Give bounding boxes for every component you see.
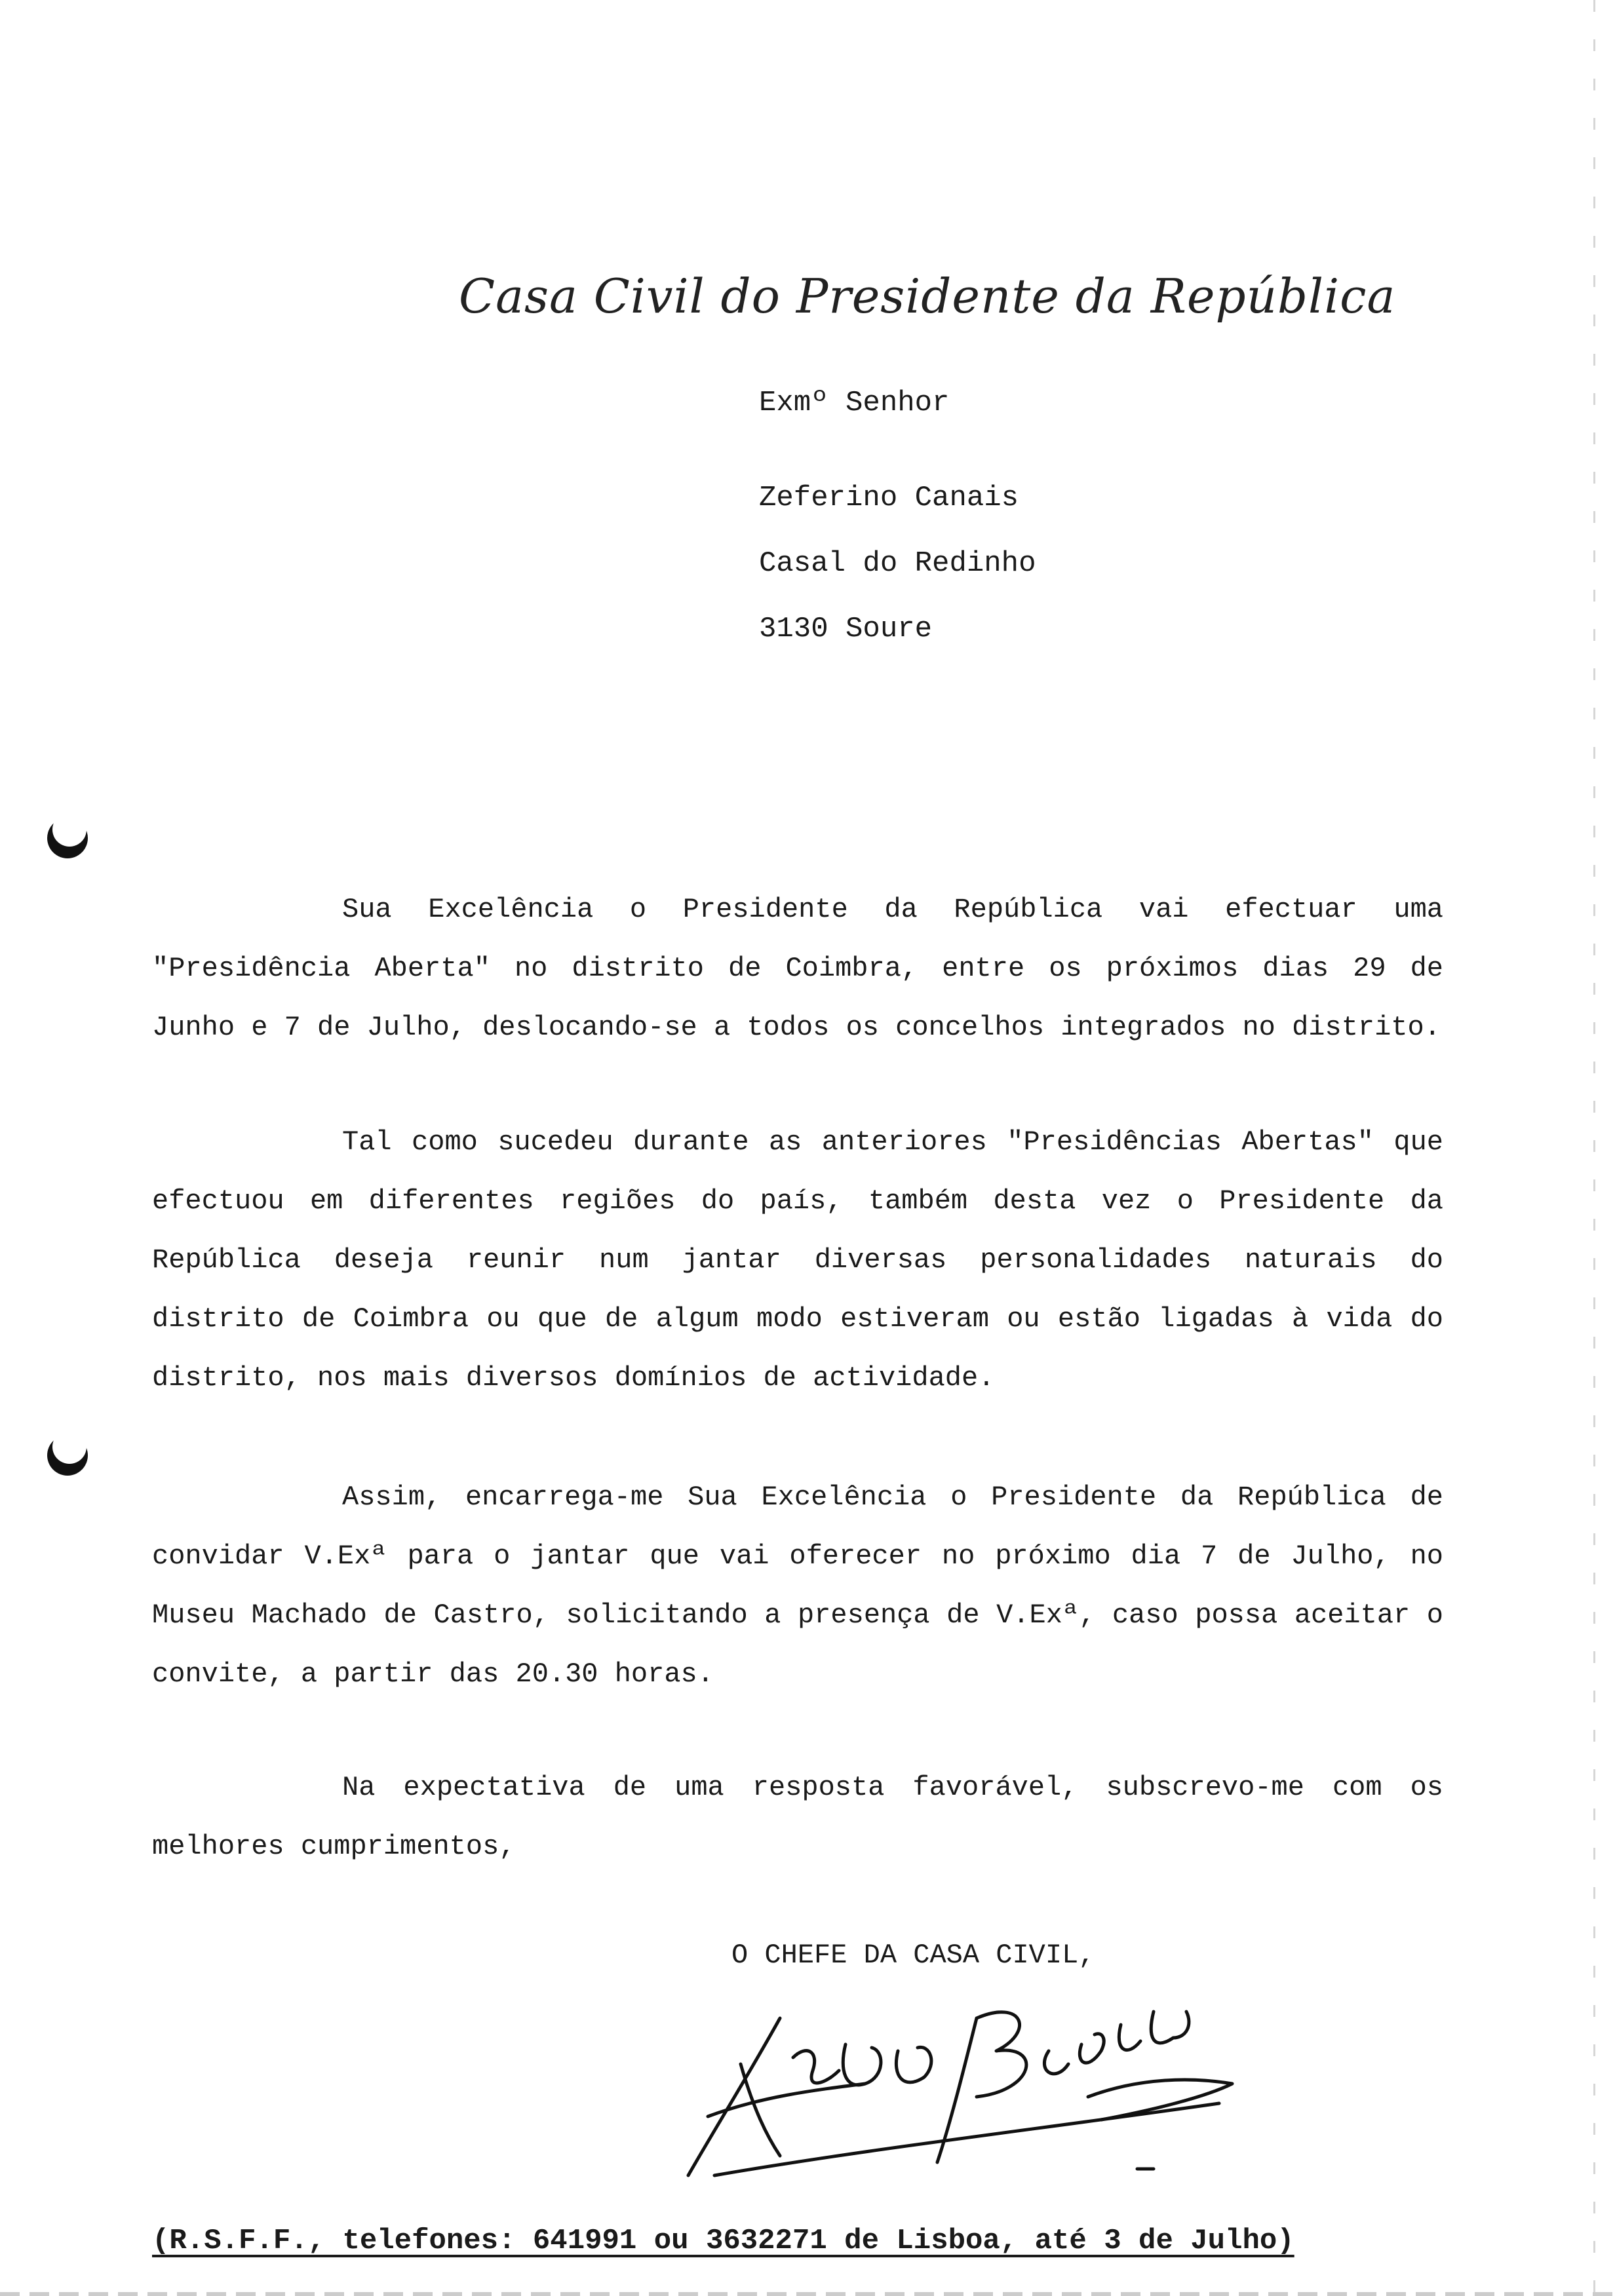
paragraph-3: Assim, encarrega-me Sua Excelência o Presidente da República de convidar V.Exª para o jantar que vai oferecer no próximo dia 7 de Julho, no Museu Machado de Castro, solicitando a presença de V.Exª, caso possa aceitar o convite, a partir das 20.30 horas. [152,1482,1443,1690]
paragraph-4: Na expectativa de uma resposta favorável, subscrevo-me com os melhores cumprimentos, [152,1772,1443,1862]
punch-hole-top [47,818,88,858]
salutation: Exmº Senhor [759,387,950,419]
recipient-city: 3130 Soure [759,613,933,645]
closing-title: O CHEFE DA CASA CIVIL, [731,1940,1095,1971]
paragraph-2: Tal como sucedeu durante as anteriores "Presidências Abertas" que efectuou em diferentes regiões do país, também desta vez o Presidente da República deseja reunir num jantar diversas personalidades naturais do distrito de Coimbra ou que de algum modo estiveram ou estão ligadas à vida do distrito, nos mais diversos domínios de actividade. [152,1126,1443,1394]
letterhead: Casa Civil do Presidente da República [459,269,1396,324]
paragraph-1: Sua Excelência o Presidente da República vai efectuar uma "Presidência Aberta" no distrito de Coimbra, entre os próximos dias 29 de Junho e 7 de Julho, deslocando-se a todos os concelhos integrados no distrito. [152,894,1443,1043]
footer-rsvp-note: (R.S.F.F., telefones: 641991 ou 3632271 de Lisboa, até 3 de Julho) [152,2225,1294,2257]
recipient-name: Zeferino Canais [759,482,1019,514]
recipient-street: Casal do Redinho [759,547,1036,580]
punch-hole-bottom [47,1435,88,1476]
scan-edge-artifact [1593,0,1595,2296]
scan-bottom-artifact [0,2292,1615,2296]
handwritten-signature [669,1979,1245,2182]
